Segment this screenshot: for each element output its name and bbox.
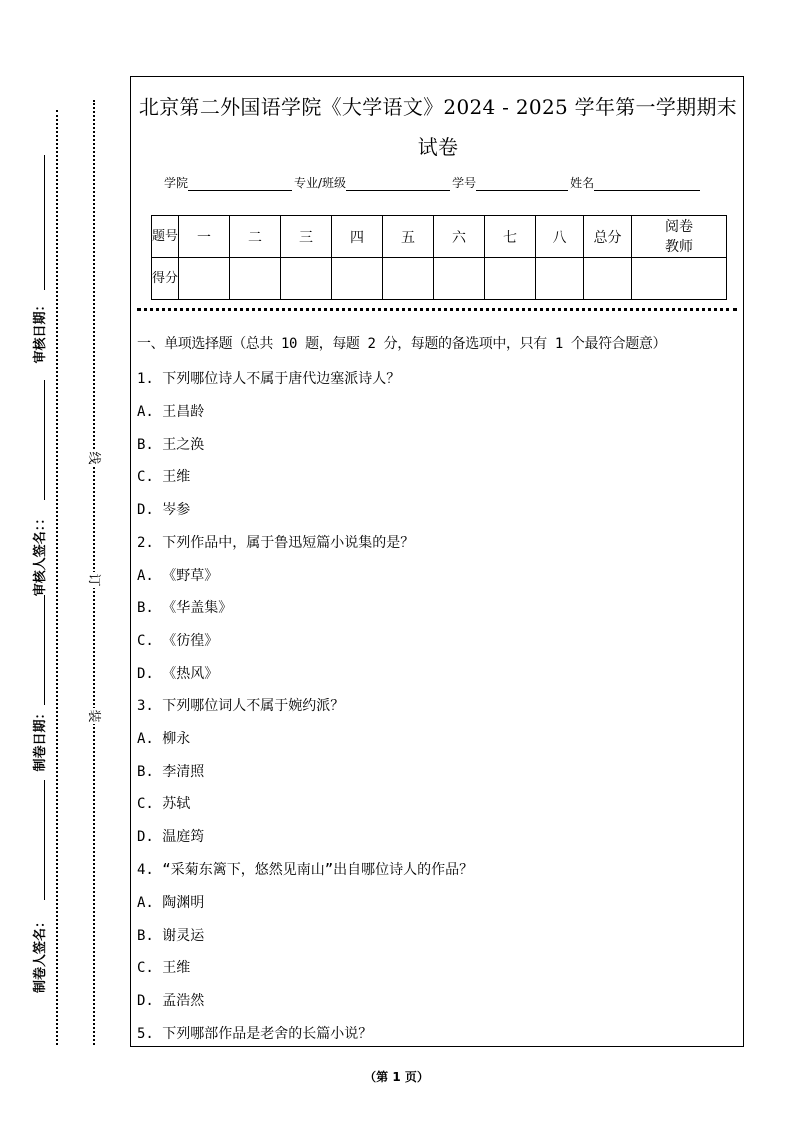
score-table-header-row <box>152 216 727 258</box>
question-number-caption: 题号 <box>152 216 179 258</box>
question-stem: 2. 下列作品中，属于鲁迅短篇小说集的是？ <box>137 535 415 551</box>
col-header-total: 总分 <box>584 216 632 258</box>
col-header-7: 七 <box>485 216 536 258</box>
question-stem: 3. 下列哪位词人不属于婉约派？ <box>137 698 345 714</box>
make-date-line <box>44 595 45 705</box>
maker-signature-line <box>44 780 45 900</box>
exam-title-line2: 试卷 <box>417 135 459 159</box>
option-b[interactable]: B. 李清照 <box>137 764 205 780</box>
score-cell-8[interactable] <box>536 258 584 300</box>
score-cell-total[interactable] <box>584 258 632 300</box>
option-d[interactable]: D. 温庭筠 <box>137 829 205 845</box>
maker-signature-label: 制卷人签名： <box>33 915 48 994</box>
option-a[interactable]: A. 陶渊明 <box>137 895 205 911</box>
name-label: 姓名 <box>570 176 595 190</box>
reviewer-signature-line <box>44 380 45 500</box>
major-class-label: 专业/班级 <box>294 176 347 190</box>
option-c[interactable]: C. 王维 <box>137 469 191 485</box>
score-cell-6[interactable] <box>434 258 485 300</box>
col-header-6: 六 <box>434 216 485 258</box>
col-header-3: 三 <box>281 216 332 258</box>
binding-char-zhuang: 装 <box>86 709 101 723</box>
col-header-4: 四 <box>332 216 383 258</box>
student-info-row <box>164 174 702 191</box>
student-id-label: 学号 <box>452 176 477 190</box>
binding-char-xian: 线 <box>86 451 101 465</box>
score-caption: 得分 <box>152 258 179 300</box>
grader-line2: 教师 <box>665 238 693 255</box>
option-d[interactable]: D. 《热风》 <box>137 666 219 682</box>
make-date-label: 制卷日期： <box>33 706 48 772</box>
option-a[interactable]: A. 《野草》 <box>137 568 219 584</box>
page-number: （第 1 页） <box>364 1070 429 1084</box>
option-a[interactable]: A. 王昌龄 <box>137 404 205 420</box>
option-d[interactable]: D. 岑参 <box>137 502 191 518</box>
score-cell-3[interactable] <box>281 258 332 300</box>
score-cell-1[interactable] <box>179 258 230 300</box>
major-class-field[interactable] <box>346 178 450 191</box>
score-table-score-row <box>152 258 727 300</box>
score-cell-7[interactable] <box>485 258 536 300</box>
exam-title-line1: 北京第二外国语学院《大学语文》2024 - 2025 学年第一学期期末 <box>138 95 738 119</box>
option-b[interactable]: B. 王之涣 <box>137 437 205 453</box>
col-header-5: 五 <box>383 216 434 258</box>
option-c[interactable]: C. 王维 <box>137 960 191 976</box>
col-header-8: 八 <box>536 216 584 258</box>
college-field[interactable] <box>188 178 292 191</box>
header-separator <box>137 308 737 311</box>
score-cell-4[interactable] <box>332 258 383 300</box>
question-stem: 4. “采菊东篱下，悠然见南山”出自哪位诗人的作品？ <box>137 862 474 878</box>
grader-header <box>632 216 727 258</box>
score-table <box>151 215 727 300</box>
binding-char-ding: 订 <box>86 573 101 587</box>
option-b[interactable]: B. 《华盖集》 <box>137 600 233 616</box>
question-stem: 5. 下列哪部作品是老舍的长篇小说？ <box>137 1026 373 1042</box>
grader-line1: 阅卷 <box>665 218 693 235</box>
reviewer-signature-label: 审核人签名：： <box>33 511 48 597</box>
outer-dotted-line <box>56 110 58 1045</box>
exam-frame <box>130 76 744 1047</box>
option-b[interactable]: B. 谢灵运 <box>137 928 205 944</box>
option-c[interactable]: C. 《彷徨》 <box>137 633 219 649</box>
option-d[interactable]: D. 孟浩然 <box>137 993 205 1009</box>
name-field[interactable] <box>594 178 700 191</box>
grader-cell[interactable] <box>632 258 727 300</box>
option-a[interactable]: A. 柳永 <box>137 731 191 747</box>
score-cell-2[interactable] <box>230 258 281 300</box>
section1-heading: 一、单项选择题（总共 10 题，每题 2 分，每题的备选项中，只有 1 个最符合题意） <box>137 336 667 352</box>
college-label: 学院 <box>164 176 189 190</box>
student-id-field[interactable] <box>476 178 568 191</box>
col-header-2: 二 <box>230 216 281 258</box>
score-cell-5[interactable] <box>383 258 434 300</box>
review-date-line <box>44 155 45 290</box>
col-header-1: 一 <box>179 216 230 258</box>
question-stem: 1. 下列哪位诗人不属于唐代边塞派诗人？ <box>137 371 401 387</box>
option-c[interactable]: C. 苏轼 <box>137 796 191 812</box>
review-date-label: 审核日期： <box>33 298 48 364</box>
